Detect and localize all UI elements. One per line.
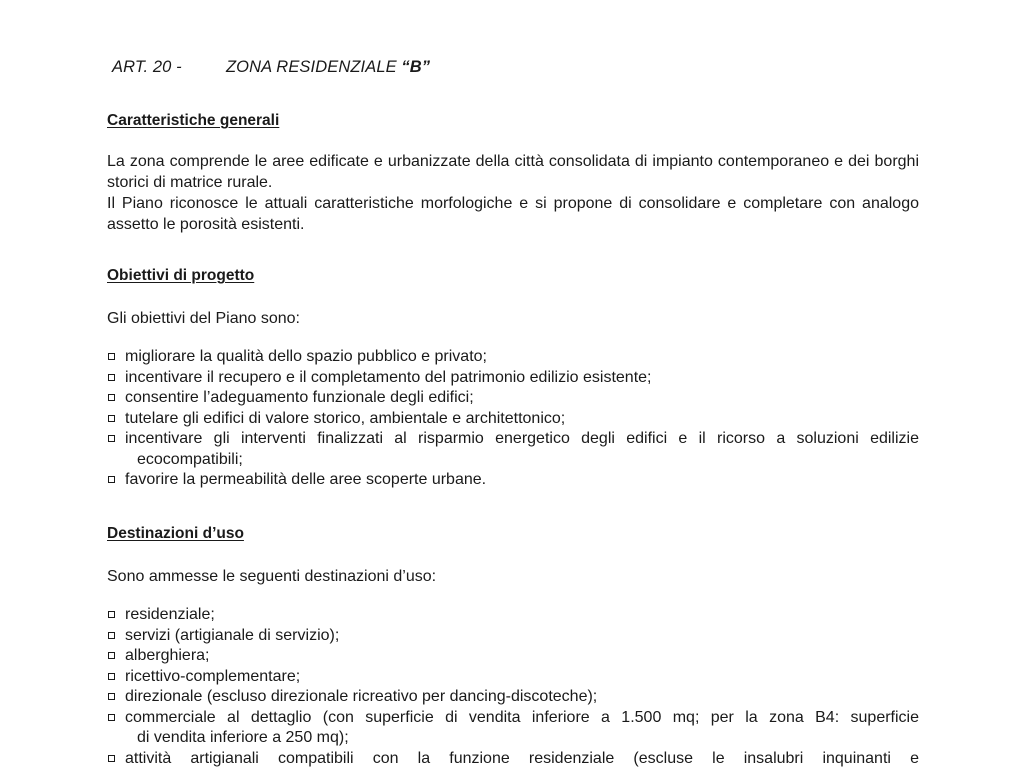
list-item: incentivare gli interventi finalizzati al risparmio energetico degli edifici e il ricorso a soluzioni edilizie ecocompatibili;	[107, 429, 919, 470]
checkbox-bullet-icon	[108, 353, 115, 360]
article-title	[226, 58, 430, 76]
section-heading: Caratteristiche generali	[107, 112, 280, 129]
checkbox-bullet-icon	[108, 435, 115, 442]
list-item: favorire la permeabilità delle aree scoperte urbane.	[107, 470, 919, 491]
checkbox-bullet-icon	[108, 611, 115, 618]
checkbox-bullet-icon	[108, 673, 115, 680]
checkbox-bullet-icon	[108, 755, 115, 762]
checkbox-bullet-icon	[108, 714, 115, 721]
section-caratteristiche	[107, 110, 919, 131]
paragraph: Sono ammesse le seguenti destinazioni d’uso:	[107, 568, 437, 585]
section-obiettivi	[107, 265, 919, 286]
section-heading: Destinazioni d’uso	[107, 525, 244, 542]
paragraph: Il Piano riconosce le attuali caratteristiche morfologiche e si propone di consolidare e completare con analogo assetto le porosità esistenti.	[107, 195, 919, 233]
checkbox-bullet-icon	[108, 632, 115, 639]
bullet-list	[107, 605, 919, 768]
list-item: consentire l’adeguamento funzionale degli edifici;	[107, 388, 919, 409]
bullet-list	[107, 347, 919, 491]
checkbox-bullet-icon	[108, 652, 115, 659]
section-heading: Obiettivi di progetto	[107, 267, 255, 284]
article-number: ART. 20 -	[112, 58, 182, 76]
list-item: direzionale (escluso direzionale ricreativo per dancing-discoteche);	[107, 687, 919, 708]
obiettivi-intro	[107, 308, 919, 329]
paragraph: La zona comprende le aree edificate e urbanizzate della città consolidata di impianto contemporaneo e dei borghi storici di matrice rurale.	[107, 153, 919, 191]
list-item: alberghiera;	[107, 646, 919, 667]
list-item: attività artigianali compatibili con la funzione residenziale (escluse le insalubri inquinanti e	[107, 749, 919, 768]
article-title-zone: “B”	[401, 58, 431, 76]
list-item: ricettivo-complementare;	[107, 667, 919, 688]
obiettivi-list	[107, 347, 919, 491]
list-item: residenziale;	[107, 605, 919, 626]
section-caratteristiche-body	[107, 151, 919, 235]
section-destinazioni	[107, 523, 919, 544]
checkbox-bullet-icon	[108, 476, 115, 483]
list-item: incentivare il recupero e il completamento del patrimonio edilizio esistente;	[107, 368, 919, 389]
checkbox-bullet-icon	[108, 693, 115, 700]
article-title-prefix: ZONA RESIDENZIALE	[226, 58, 402, 76]
checkbox-bullet-icon	[108, 415, 115, 422]
article-header	[112, 58, 430, 77]
destinazioni-intro	[107, 566, 919, 587]
list-item: migliorare la qualità dello spazio pubblico e privato;	[107, 347, 919, 368]
checkbox-bullet-icon	[108, 374, 115, 381]
checkbox-bullet-icon	[108, 394, 115, 401]
list-item: commerciale al dettaglio (con superficie di vendita inferiore a 1.500 mq; per la zona B4: superficie di vendita inferiore a 250 mq);	[107, 708, 919, 749]
paragraph: Gli obiettivi del Piano sono:	[107, 310, 300, 327]
list-item: servizi (artigianale di servizio);	[107, 626, 919, 647]
destinazioni-list	[107, 605, 919, 768]
list-item: tutelare gli edifici di valore storico, ambientale e architettonico;	[107, 409, 919, 430]
